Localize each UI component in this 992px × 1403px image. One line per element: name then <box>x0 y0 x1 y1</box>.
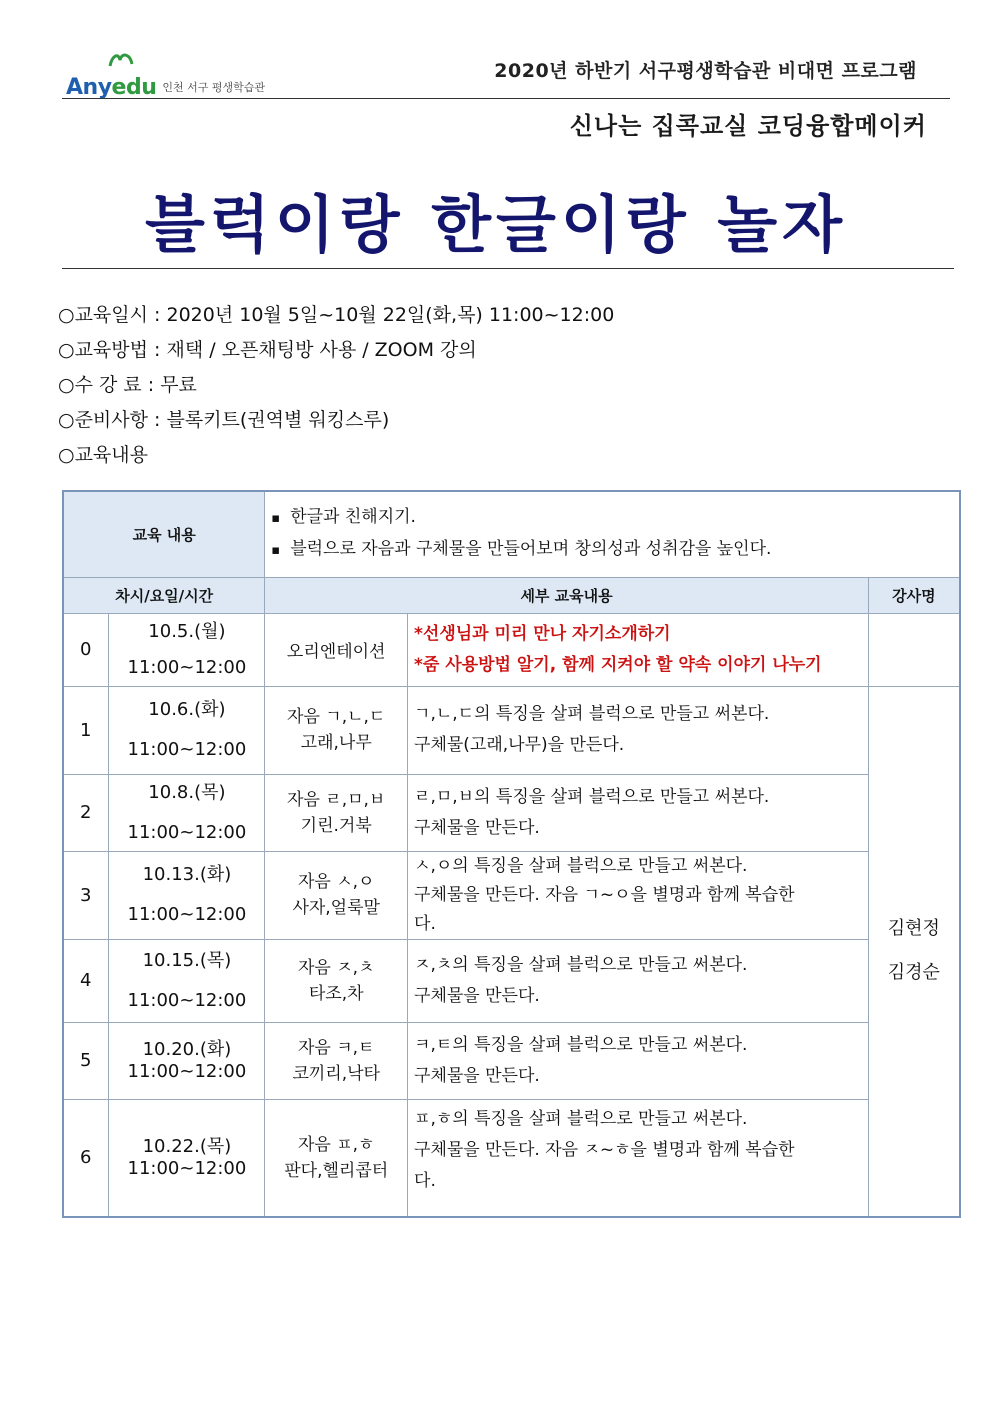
session-topic: 자음 ㅍ,ㅎ 판다,헬리콥터 <box>265 1099 408 1217</box>
session-date: 10.6.(화) 11:00~12:00 <box>109 686 265 774</box>
session-topic: 오리엔테이션 <box>265 613 408 686</box>
logo-wing-icon <box>106 50 136 68</box>
session-number: 6 <box>63 1099 109 1217</box>
table-row <box>63 851 960 939</box>
table-row <box>63 1022 960 1099</box>
session-detail: ㅈ,ㅊ의 특징을 살펴 블럭으로 만들고 써본다. 구체물을 만든다. <box>408 939 869 1022</box>
session-date: 10.13.(화) 11:00~12:00 <box>109 851 265 939</box>
info-schedule: ○교육일시 : 2020년 10월 5일~10월 22일(화,목) 11:00~12:00 <box>58 304 615 326</box>
session-date: 10.22.(목) 11:00~12:00 <box>109 1099 265 1217</box>
session-topic: 자음 ㄹ,ㅁ,ㅂ 기린.거북 <box>265 774 408 851</box>
session-date: 10.8.(목) 11:00~12:00 <box>109 774 265 851</box>
session-number: 4 <box>63 939 109 1022</box>
info-fee: ○수 강 료 : 무료 <box>58 374 197 396</box>
info-preparation: ○준비사항 : 블록키트(권역별 워킹스루) <box>58 409 390 431</box>
program-name: 2020년 하반기 서구평생학습관 비대면 프로그램 <box>494 60 917 82</box>
info-method: ○교육방법 : 재택 / 오픈채팅방 사용 / ZOOM 강의 <box>58 339 477 361</box>
header-divider <box>62 98 950 99</box>
table-row <box>63 1099 960 1217</box>
session-topic: 자음 ㅋ,ㅌ 코끼리,낙타 <box>265 1022 408 1099</box>
col-detail-header: 세부 교육내용 <box>265 577 868 613</box>
course-info <box>58 298 614 473</box>
session-topic: 자음 ㅅ,ㅇ 사자,얼룩말 <box>265 851 408 939</box>
session-detail: ㅋ,ㅌ의 특징을 살펴 블럭으로 만들고 써본다. 구체물을 만든다. <box>408 1022 869 1099</box>
schedule-table <box>62 490 961 1218</box>
intro-label: 교육 내용 <box>63 491 265 577</box>
title-divider <box>62 268 954 269</box>
session-number: 3 <box>63 851 109 939</box>
table-row <box>63 774 960 851</box>
session-topic: 자음 ㅈ,ㅊ 타조,차 <box>265 939 408 1022</box>
course-subtitle: 신나는 집콕교실 코딩융합메이커 <box>569 112 927 140</box>
intro-points <box>265 491 960 577</box>
session-topic: 자음 ㄱ,ㄴ,ㄷ 고래,나무 <box>265 686 408 774</box>
logo-org-name: 인천 서구 평생학습관 <box>162 81 266 94</box>
col-instructor-header: 강사명 <box>868 577 960 613</box>
session-detail: ㄱ,ㄴ,ㄷ의 특징을 살펴 블럭으로 만들고 써본다. 구체물(고래,나무)을 만든다. <box>408 686 869 774</box>
session-detail: ㅅ,ㅇ의 특징을 살펴 블럭으로 만들고 써본다. 구체물을 만든다. 자음 ㄱ~ㅇ을 별명과 함께 복습한 다. <box>408 851 869 939</box>
session-date: 10.15.(목) 11:00~12:00 <box>109 939 265 1022</box>
intro-row <box>63 491 960 577</box>
session-date: 10.5.(월) 11:00~12:00 <box>109 613 265 686</box>
table-row <box>63 613 960 686</box>
session-number: 0 <box>63 613 109 686</box>
instructor-names: 김현정 김경순 <box>868 686 960 1217</box>
anyedu-logo <box>66 50 265 100</box>
session-detail: ㄹ,ㅁ,ㅂ의 특징을 살펴 블럭으로 만들고 써본다. 구체물을 만든다. <box>408 774 869 851</box>
session-number: 5 <box>63 1022 109 1099</box>
header-row <box>63 577 960 613</box>
session-date: 10.20.(화) 11:00~12:00 <box>109 1022 265 1099</box>
intro-point: ▪ 블럭으로 자음과 구체물을 만들어보며 창의성과 성취감을 높인다. <box>271 534 953 566</box>
table-row <box>63 686 960 774</box>
session-number: 1 <box>63 686 109 774</box>
logo-any: Any <box>66 75 112 100</box>
session-detail: ㅍ,ㅎ의 특징을 살펴 블럭으로 만들고 써본다. 구체물을 만든다. 자음 ㅈ~ㅎ을 별명과 함께 복습한 다. <box>408 1099 869 1217</box>
session-detail: *선생님과 미리 만나 자기소개하기 *줌 사용방법 알기, 함께 지켜야 할 약속 이야기 나누기 <box>408 613 869 686</box>
logo-edu: edu <box>111 75 157 100</box>
instructor-cell-empty <box>868 613 960 686</box>
col-session-header: 차시/요일/시간 <box>63 577 265 613</box>
page-title: 블럭이랑 한글이랑 놀자 <box>144 188 848 261</box>
table-row <box>63 939 960 1022</box>
session-number: 2 <box>63 774 109 851</box>
intro-point: ▪ 한글과 친해지기. <box>271 502 953 534</box>
info-content-label: ○교육내용 <box>58 444 148 466</box>
